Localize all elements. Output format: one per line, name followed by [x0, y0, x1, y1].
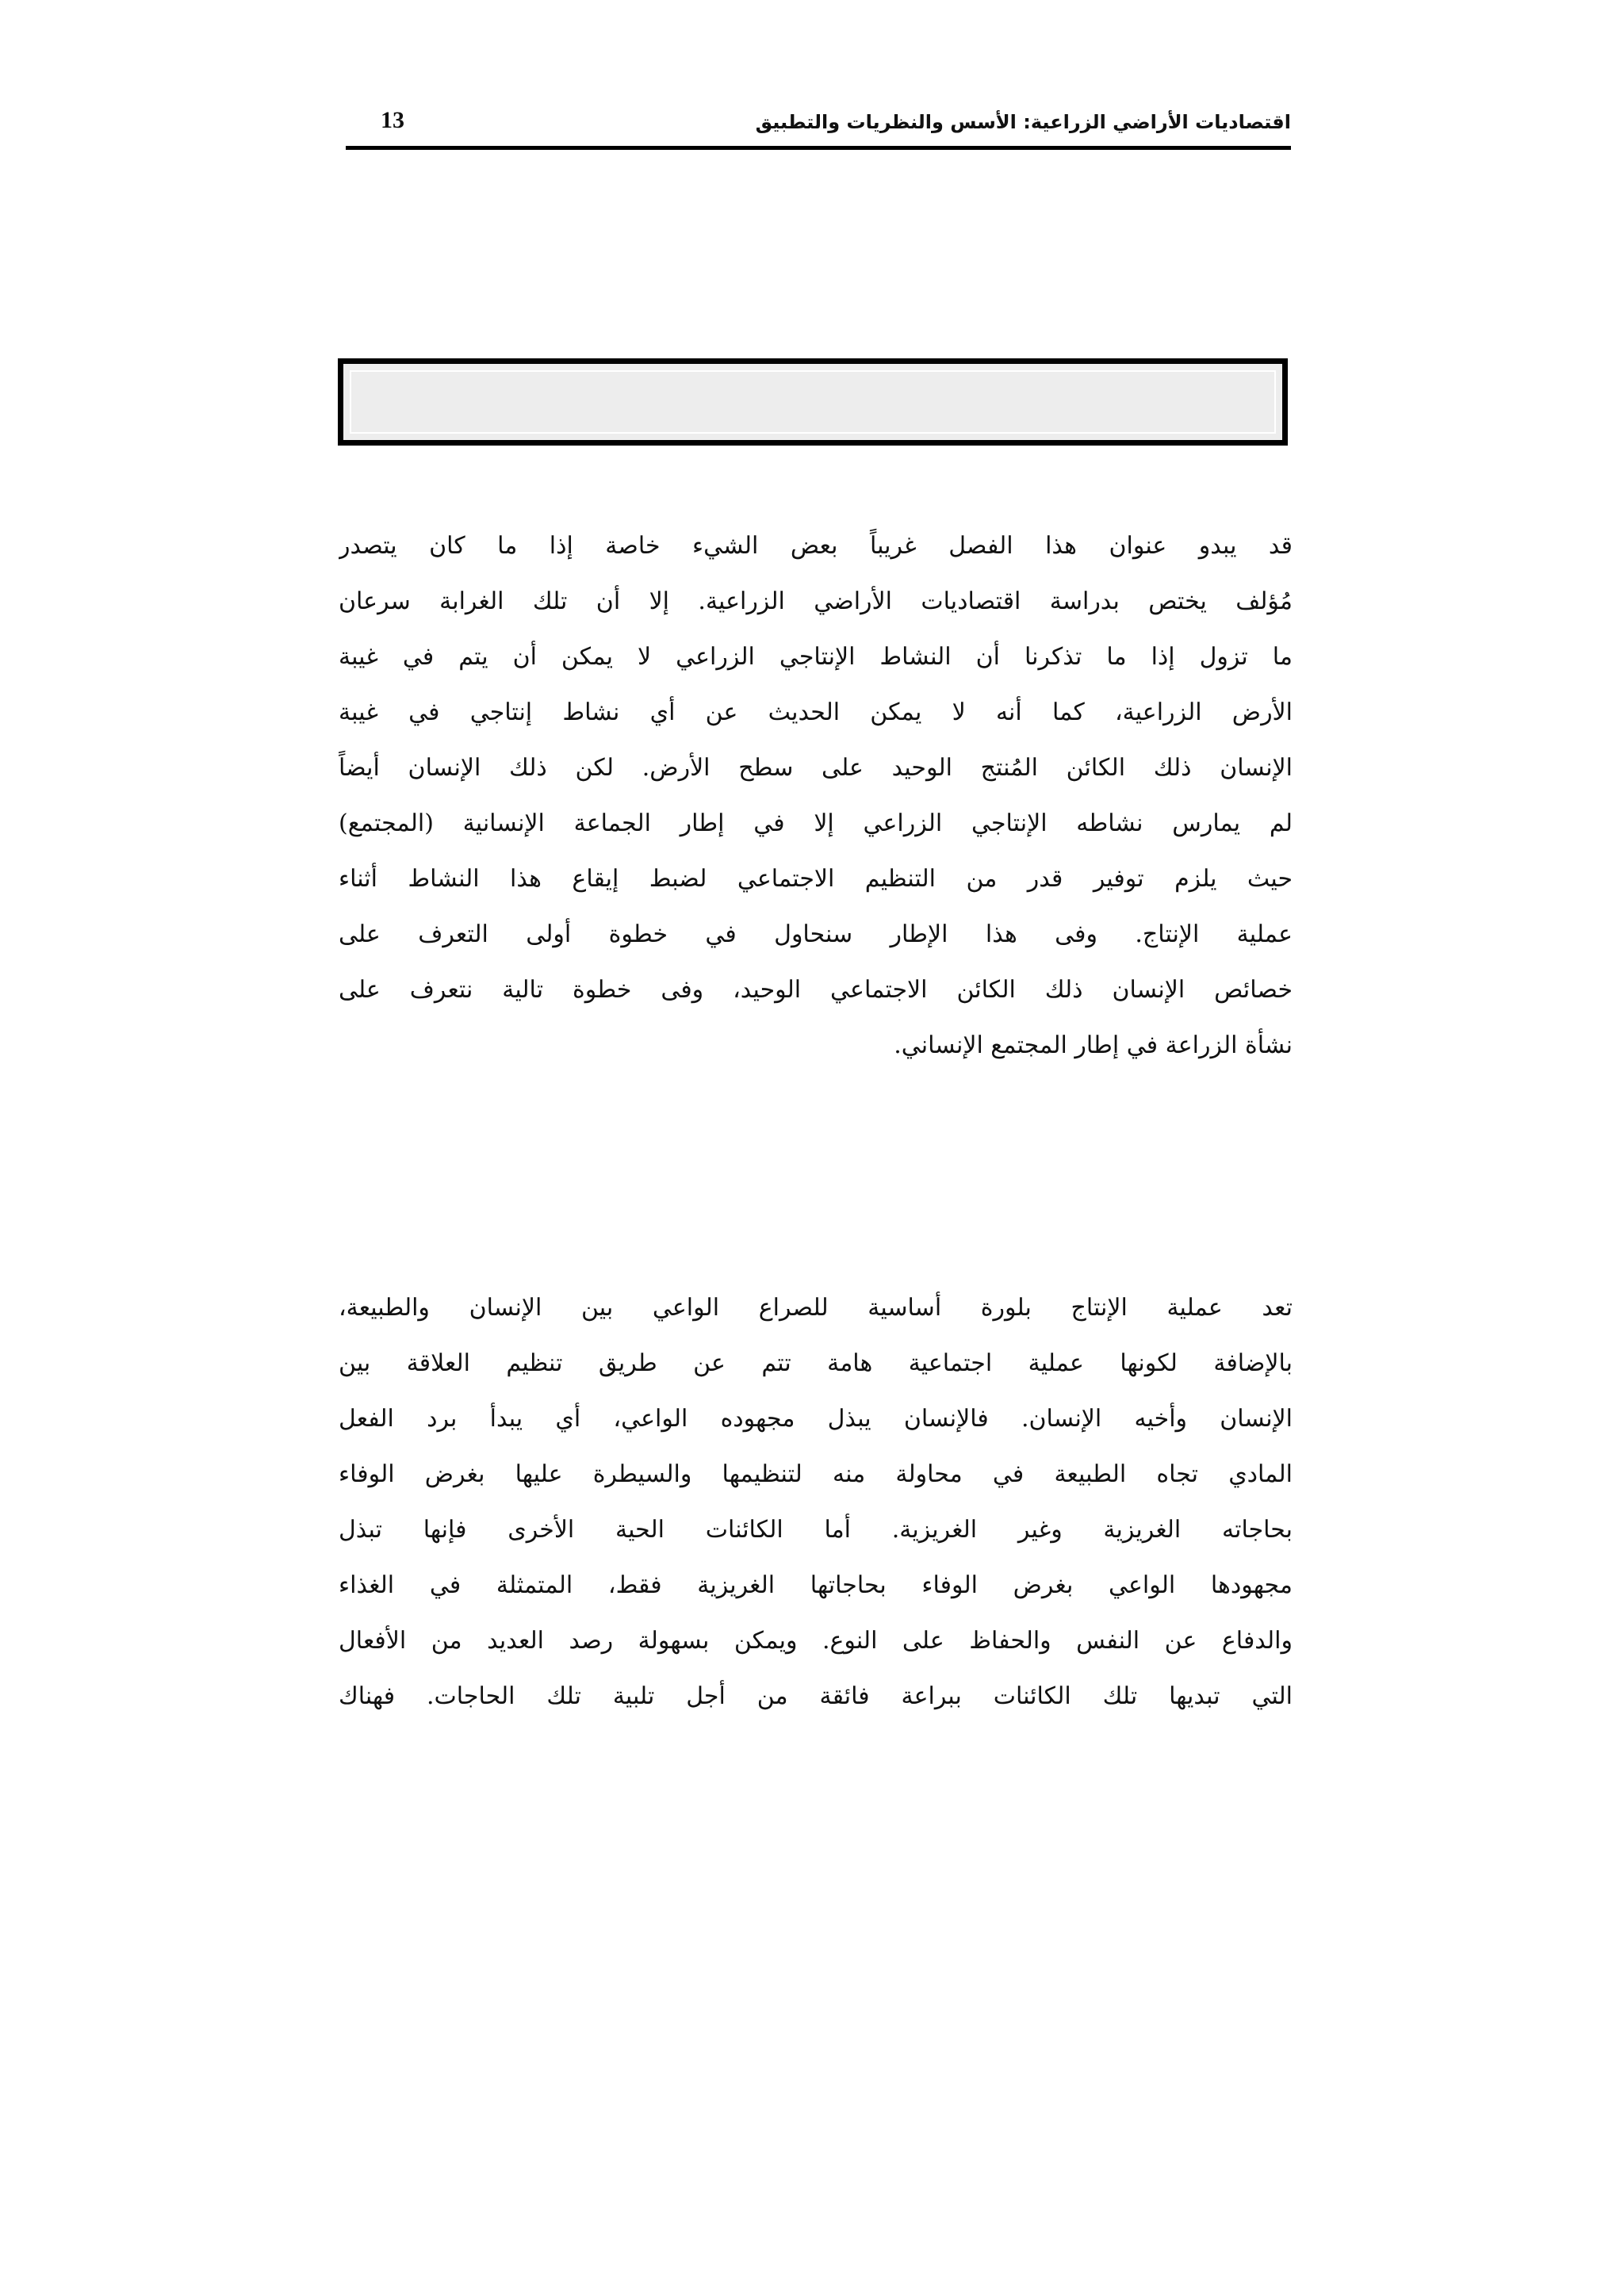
paragraph-line: الإنسان وأخيه الإنسان. فالإنسان يبذل مجهوده الواعي، أي يبدأ برد الفعل	[339, 1405, 1293, 1433]
paragraph-line: حيث يلزم توفير قدر من التنظيم الاجتماعي لضبط إيقاع هذا النشاط أثناء	[339, 865, 1293, 893]
header-rule	[346, 146, 1291, 150]
paragraph-line: الإنسان ذلك الكائن المُنتج الوحيد على سطح الأرض. لكن ذلك الإنسان أيضاً	[339, 754, 1293, 782]
paragraph-line: مُؤلف يختص بدراسة اقتصاديات الأراضي الزراعية. إلا أن تلك الغرابة سرعان	[339, 587, 1293, 615]
paragraph-line: التي تبديها تلك الكائنات ببراعة فائقة من أجل تلبية تلك الحاجات. فهناك	[339, 1682, 1293, 1710]
book-title: اقتصاديات الأراضي الزراعية: الأسس والنظريات والتطبيق	[755, 111, 1291, 133]
chapter-title-box-inner	[350, 370, 1276, 434]
paragraph-line: بحاجاته الغريزية وغير الغريزية. أما الكائنات الحية الأخرى فإنها تبذل	[339, 1516, 1293, 1544]
paragraph-line: ما تزول إذا ما تذكرنا أن النشاط الإنتاجي الزراعي لا يمكن أن يتم في غيبة	[339, 643, 1293, 671]
paragraph-line: قد يبدو عنوان هذا الفصل غريباً بعض الشيء خاصة إذا ما كان يتصدر	[339, 532, 1293, 560]
running-header	[346, 101, 1291, 146]
paragraph-line: نشأة الزراعة في إطار المجتمع الإنساني.	[894, 1031, 1293, 1059]
paragraph-line: لم يمارس نشاطه الإنتاجي الزراعي إلا في إطار الجماعة الإنسانية (المجتمع)	[339, 809, 1293, 837]
paragraph-line: والدفاع عن النفس والحفاظ على النوع. ويمكن بسهولة رصد العديد من الأفعال	[339, 1627, 1293, 1655]
paragraph-line: مجهودها الواعي بغرض الوفاء بحاجاتها الغريزية فقط، المتمثلة في الغذاء	[339, 1571, 1293, 1599]
paragraph-line: خصائص الإنسان ذلك الكائن الاجتماعي الوحيد، وفى خطوة تالية نتعرف على	[339, 976, 1293, 1004]
paragraph-line: الأرض الزراعية، كما أنه لا يمكن الحديث عن أي نشاط إنتاجي في غيبة	[339, 698, 1293, 726]
paragraph-1	[339, 519, 1293, 1073]
page-number: 13	[381, 107, 404, 133]
paragraph-line: تعد عملية الإنتاج بلورة أساسية للصراع الواعي بين الإنسان والطبيعة،	[339, 1294, 1293, 1322]
paragraph-line: المادي تجاه الطبيعة في محاولة منه لتنظيمها والسيطرة عليها بغرض الوفاء	[339, 1460, 1293, 1488]
chapter-title-box	[338, 358, 1288, 446]
paragraph-line: بالإضافة لكونها عملية اجتماعية هامة تتم عن طريق تنظيم العلاقة بين	[339, 1349, 1293, 1377]
paragraph-2	[339, 1280, 1293, 1724]
paragraph-line: عملية الإنتاج. وفى هذا الإطار سنحاول في خطوة أولى التعرف على	[339, 920, 1293, 948]
